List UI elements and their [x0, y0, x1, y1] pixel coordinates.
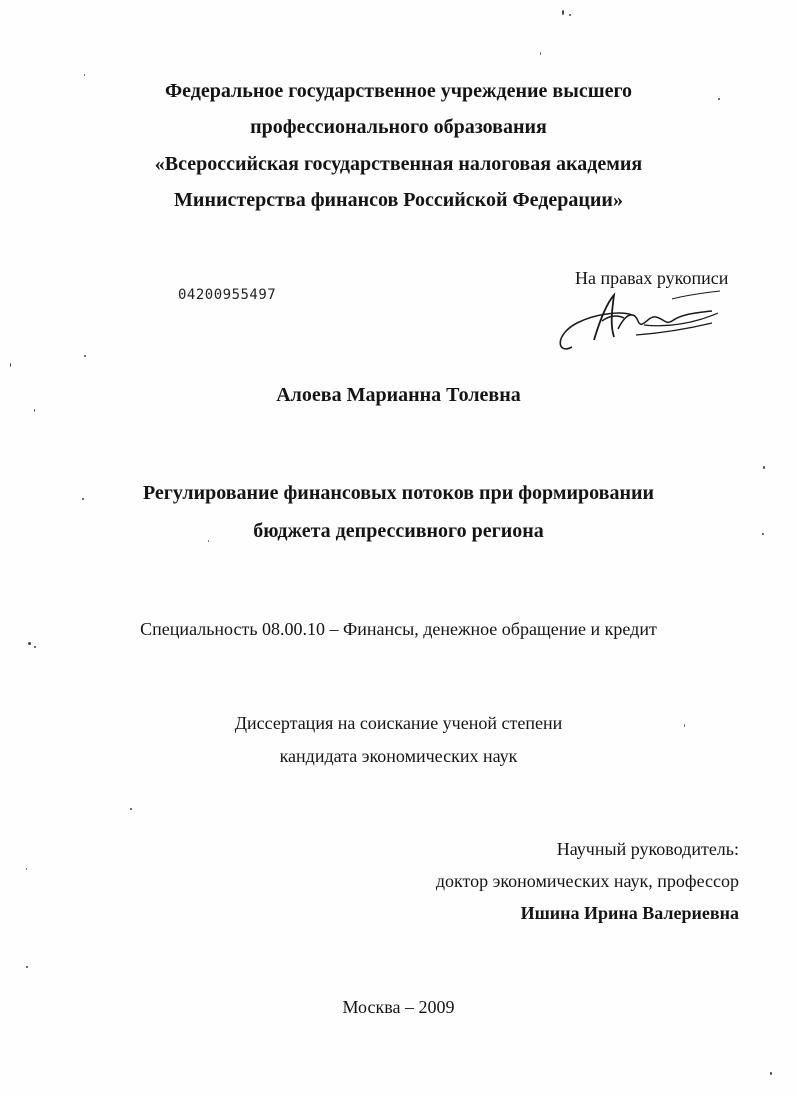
- advisor-role: Научный руководитель:: [556, 839, 739, 859]
- scan-speck: [562, 10, 564, 15]
- institution-line-2: профессионального образования: [250, 116, 547, 138]
- dissertation-title-line-2: бюджета депрессивного региона: [253, 520, 544, 542]
- scan-speck: [28, 642, 31, 645]
- scan-speck: [84, 74, 85, 76]
- scan-speck: [130, 808, 132, 810]
- scan-speck: [684, 724, 685, 727]
- scan-speck: [34, 646, 36, 648]
- city-year: Москва – 2009: [342, 997, 455, 1017]
- catalog-code: 04200955497: [178, 287, 277, 303]
- manuscript-note: На правах рукописи: [575, 268, 729, 288]
- specialty-line: Специальность 08.00.10 – Финансы, денежное обращение и кредит: [140, 619, 657, 639]
- author-signature: [552, 285, 722, 365]
- institution-line-1: Федеральное государственное учреждение высшего: [164, 80, 633, 102]
- institution-line-4: Министерства финансов Российской Федерации»: [174, 189, 623, 211]
- scan-speck: [82, 498, 84, 500]
- advisor-name: Ишина Ирина Валериевна: [520, 903, 739, 923]
- scan-speck: [763, 466, 765, 469]
- scan-speck: [84, 355, 86, 357]
- dissertation-degree-line-1: Диссертация на соискание ученой степени: [234, 713, 563, 733]
- scan-speck: [26, 966, 28, 968]
- scan-speck: [540, 52, 541, 55]
- scan-speck: [208, 540, 209, 542]
- scan-speck: [34, 409, 35, 412]
- dissertation-degree-line-2: кандидата экономических наук: [279, 746, 518, 766]
- scan-speck: [10, 363, 11, 367]
- author-name: Алоева Марианна Толевна: [276, 384, 521, 406]
- scan-speck: [26, 868, 27, 870]
- scan-speck: [770, 1072, 772, 1075]
- dissertation-title-line-1: Регулирование финансовых потоков при формировании: [142, 482, 655, 504]
- scan-speck: [569, 14, 571, 16]
- scan-speck: [718, 98, 720, 100]
- scan-speck: [762, 533, 764, 535]
- advisor-degree: доктор экономических наук, профессор: [435, 871, 739, 891]
- institution-line-3: «Всероссийская государственная налоговая академия: [154, 153, 643, 175]
